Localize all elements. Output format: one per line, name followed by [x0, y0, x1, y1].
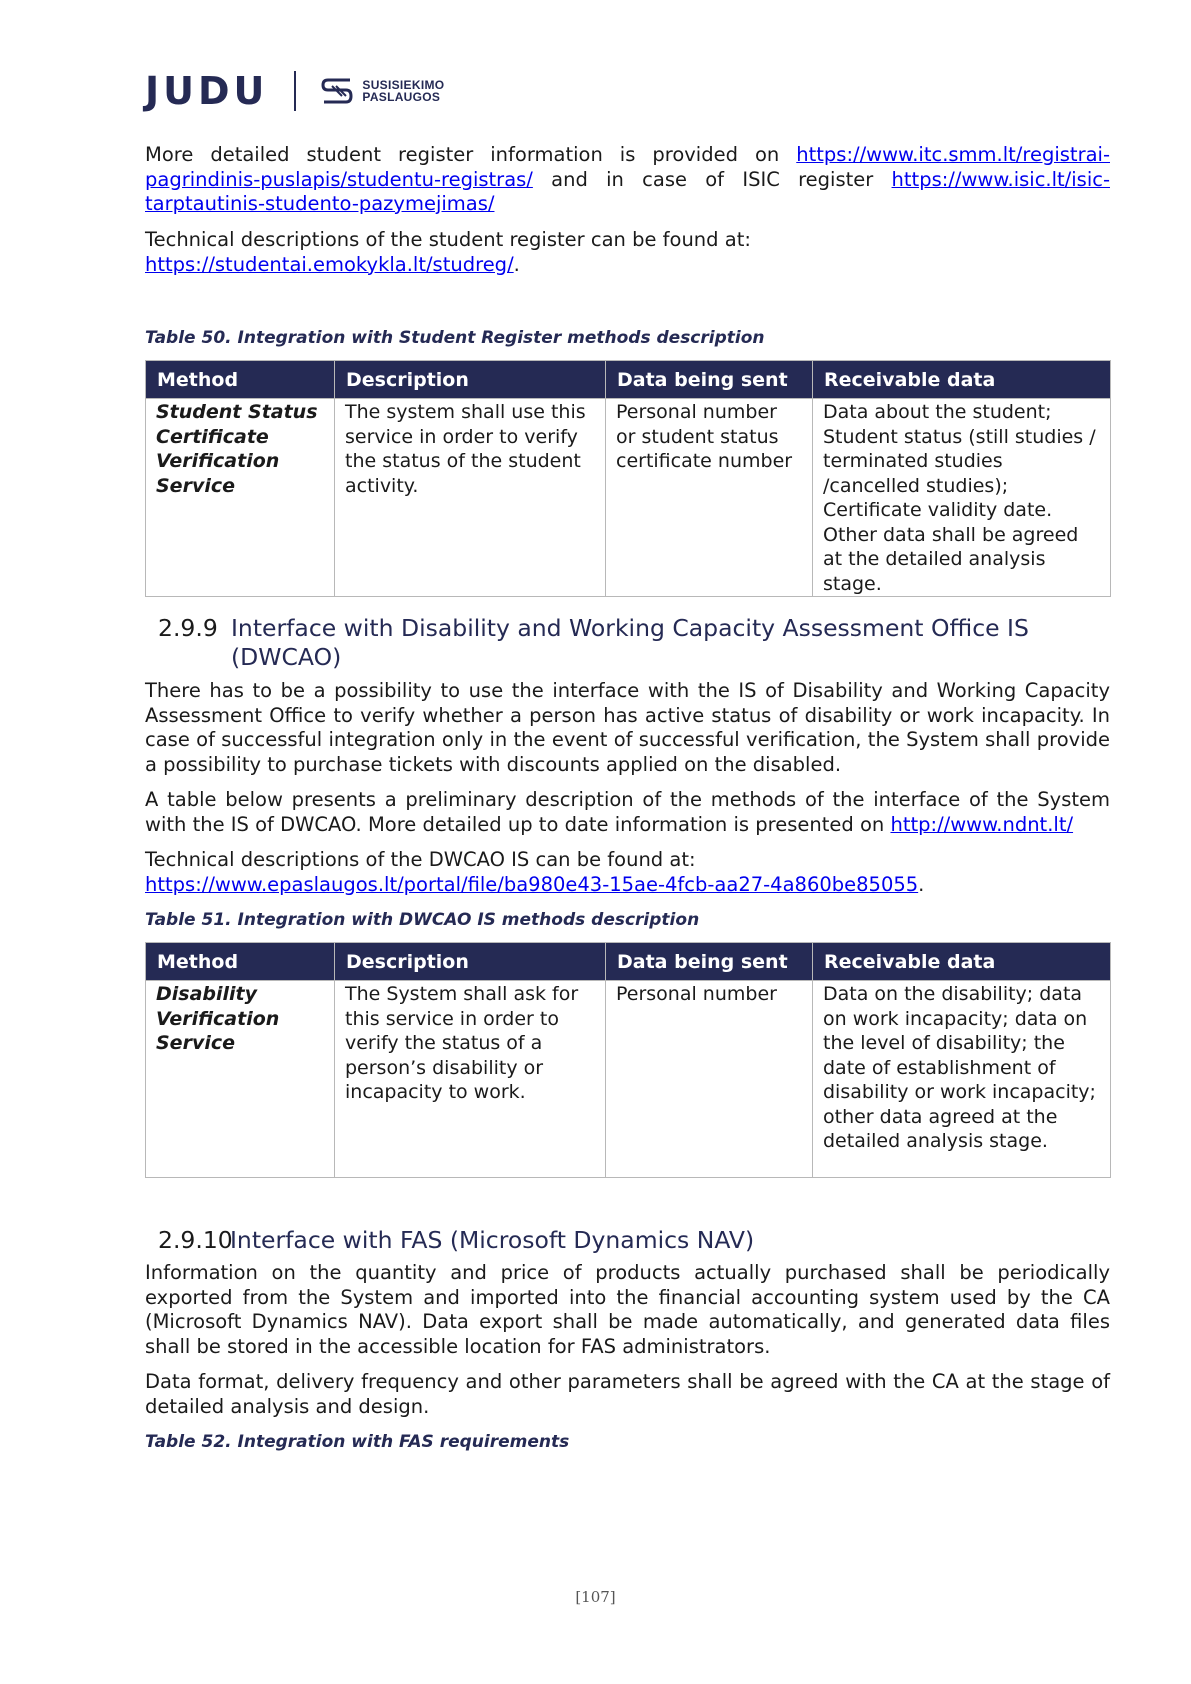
- table-row: [146, 981, 1111, 1178]
- cell-method: Student Status Certificate Verification Service: [146, 399, 335, 597]
- dwcao-paragraph-1: There has to be a possibility to use the interface with the IS of Disability and Working Capacity Assessment Office to verify whether a person has active status of disability or work incapacity. In case of successful integration only in the event of successful verification, the System shall provide a possibility to purchase tickets with discounts applied on the disabled.: [145, 679, 1110, 776]
- dwcao-p3-text: Technical descriptions of the DWCAO IS can be found at:: [145, 848, 696, 871]
- isic-register-link[interactable]: https://www.isic.lt/isic-tarptautinis-studento-pazymejimas/: [145, 167, 1110, 215]
- ndnt-link[interactable]: http://www.ndnt.lt/: [890, 812, 1074, 836]
- section-2-9-10-heading: [158, 1226, 754, 1255]
- section-title: Interface with Disability and Working Capacity Assessment Office IS (DWCAO): [231, 614, 1029, 671]
- susisiekimo-paslaugos-mark-icon: [320, 76, 354, 106]
- table-52-caption: Table 52. Integration with FAS requirements: [145, 1432, 570, 1452]
- epaslaugos-link[interactable]: https://www.epaslaugos.lt/portal/file/ba980e43-15ae-4fcb-aa27-4a860be85055: [145, 872, 919, 896]
- fas-paragraph-1: Information on the quantity and price of products actually purchased shall be periodically exported from the System and imported into the financial accounting system used by the CA (Microsoft Dynamics NAV). Data export shall be made automatically, and generated data files shall be stored in the accessible location for FAS administrators.: [145, 1261, 1110, 1358]
- cell-method: Disability Verification Service: [146, 981, 335, 1178]
- intro-mid-text: and in case of ISIC register: [532, 167, 892, 191]
- table-51: [145, 942, 1111, 1178]
- dwcao-paragraph-3: [145, 848, 1110, 897]
- column-header-description: Description: [335, 361, 606, 399]
- logo-text-line1: SUSISIEKIMO: [362, 78, 445, 92]
- table-50: [145, 360, 1111, 597]
- column-header-method: Method: [146, 943, 335, 981]
- column-header-receivable: Receivable data: [813, 361, 1111, 399]
- fas-paragraph-2: Data format, delivery frequency and other parameters shall be agreed with the CA at the stage of detailed analysis and design.: [145, 1370, 1110, 1418]
- column-header-description: Description: [335, 943, 606, 981]
- table-header-row: [146, 943, 1111, 981]
- itc-register-link[interactable]: https://www.itc.smm.lt/registrai-pagrindinis-puslapis/studentu-registras/: [145, 143, 1110, 191]
- table-header-row: [146, 361, 1111, 399]
- studreg-link[interactable]: https://studentai.emokykla.lt/studreg/: [145, 252, 514, 276]
- column-header-method: Method: [146, 361, 335, 399]
- section-2-9-9-heading: [158, 614, 1078, 672]
- logo-text: [362, 79, 444, 103]
- column-header-data-sent: Data being sent: [606, 361, 813, 399]
- dwcao-p2-text: A table below presents a preliminary description of the methods of the interface of the System with the IS of DWCAO. More detailed up to date information is presented on: [145, 788, 1110, 836]
- cell-description: The System shall ask for this service in order to verify the status of a person’s disability or incapacity to work.: [335, 981, 606, 1178]
- header-logo: [145, 70, 444, 112]
- column-header-data-sent: Data being sent: [606, 943, 813, 981]
- table-51-caption: Table 51. Integration with DWCAO IS methods description: [145, 910, 700, 930]
- cell-data-sent: Personal number: [606, 981, 813, 1178]
- dwcao-paragraph-2: [145, 788, 1110, 837]
- cell-receivable: Data on the disability; data on work incapacity; data on the level of disability; the date of establishment of disability or work incapacity; other data agreed at the detailed analysis stage.: [813, 981, 1111, 1178]
- cell-data-sent: Personal number or student status certificate number: [606, 399, 813, 597]
- table-50-caption: Table 50. Integration with Student Register methods description: [145, 328, 765, 348]
- cell-description: The system shall use this service in order to verify the status of the student activity.: [335, 399, 606, 597]
- table-row: [146, 399, 1111, 597]
- logo-text-line2: PASLAUGOS: [362, 90, 441, 104]
- intro-paragraph-1: [145, 143, 1110, 217]
- intro-text: More detailed student register information is provided on: [145, 143, 797, 166]
- period: .: [918, 872, 925, 896]
- section-title: Interface with FAS (Microsoft Dynamics NAV): [230, 1226, 755, 1254]
- intro-paragraph-2: [145, 228, 1110, 277]
- section-number: 2.9.10: [158, 1226, 233, 1254]
- judu-logo: JUDU: [145, 69, 269, 113]
- cell-receivable: Data about the student; Student status (still studies / terminated studies /cancelled studies); Certificate validity date. Other data shall be agreed at the detailed analysis stage.: [813, 399, 1111, 597]
- column-header-receivable: Receivable data: [813, 943, 1111, 981]
- section-number: 2.9.9: [158, 614, 218, 642]
- page-number: [107]: [575, 1588, 616, 1606]
- logo-divider: [294, 71, 296, 111]
- intro-tech-text: Technical descriptions of the student register can be found at:: [145, 228, 751, 251]
- period: .: [513, 252, 520, 276]
